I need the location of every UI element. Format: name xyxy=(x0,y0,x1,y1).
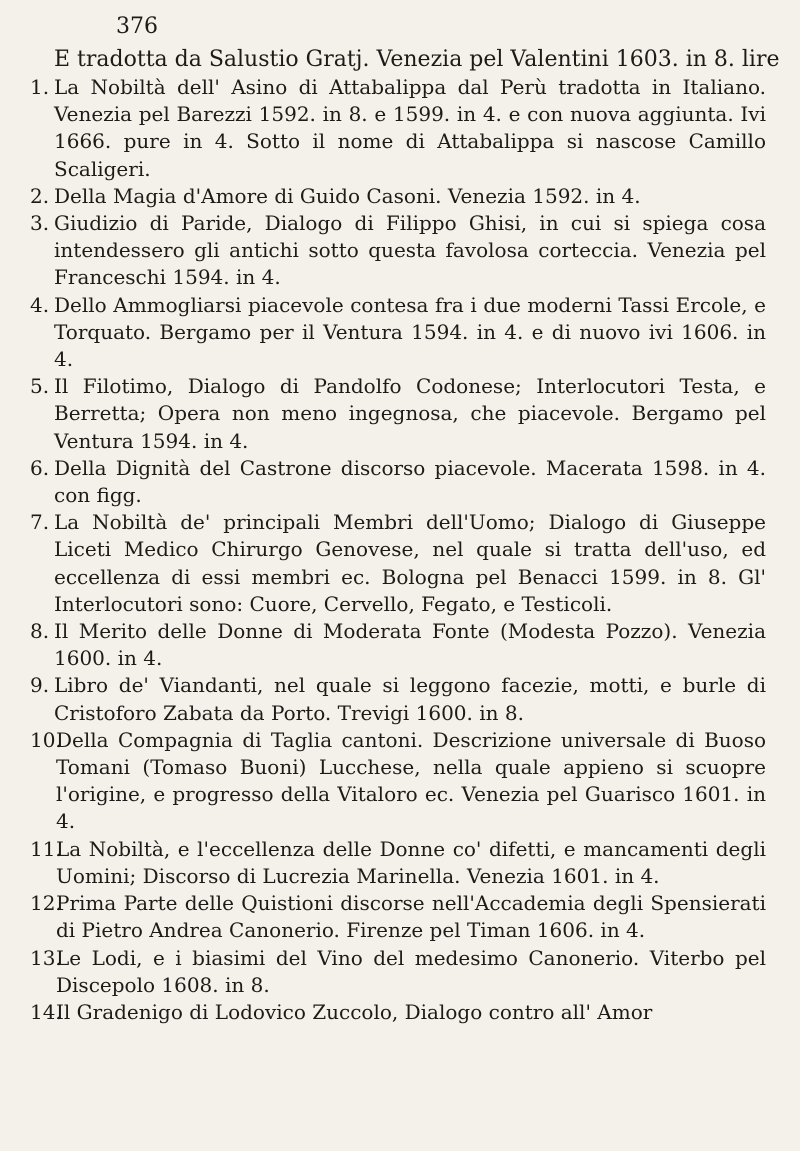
entry-number: 8. xyxy=(30,619,50,644)
page-number: 376 xyxy=(116,14,158,39)
entry-number: 13. xyxy=(30,945,62,970)
bibliography-entry xyxy=(30,890,770,944)
entry-number: 3. xyxy=(30,211,50,236)
bibliography-entry xyxy=(30,836,770,890)
entry-text: Libro de' Viandanti, nel quale si leggono facezie, motti, e burle di Cristoforo Zabata da Porto. Trevigi 1600. in 8. xyxy=(54,673,766,725)
entry-text: Della Compagnia di Taglia cantoni. Descrizione universale di Buoso Tomani (Tomaso Buoni) Lucchese, nella quale appieno si scuopre l'origine, e progresso della Vitaloro ec. Venezia pel Guarisco 1601. in 4. xyxy=(56,727,766,834)
bibliography-entry xyxy=(30,74,770,183)
intro-line: E tradotta da Salustio Gratj. Venezia pel Valentini 1603. in 8. lire xyxy=(54,47,780,72)
entry-number: 2. xyxy=(30,183,50,208)
entry-text: Prima Parte delle Quistioni discorse nell'Accademia degli Spensierati di Pietro Andrea Canonerio. Firenze pel Timan 1606. in 4. xyxy=(56,891,766,943)
entry-number: 1. xyxy=(30,75,50,99)
bibliography-entry xyxy=(30,672,770,726)
entry-text: Le Lodi, e i biasimi del Vino del medesimo Canonerio. Viterbo pel Discepolo 1608. in 8. xyxy=(56,945,766,997)
entry-text: Della Dignità del Castrone discorso piacevole. Macerata 1598. in 4. con figg. xyxy=(54,455,766,508)
bibliography-entry xyxy=(30,210,770,292)
entry-number: 4. xyxy=(30,292,50,317)
bibliography-list xyxy=(30,74,770,1026)
bibliography-entry xyxy=(30,455,770,509)
entry-text: Il Filotimo, Dialogo di Pandolfo Codonese; Interlocutori Testa, e Berretta; Opera non meno ingegnosa, che piacevole. Bergamo pel Ventura 1594. in 4. xyxy=(54,374,766,453)
entry-number: 10. xyxy=(30,727,62,752)
entry-number: 7. xyxy=(30,510,50,535)
entry-number: 11. xyxy=(30,836,62,861)
entry-text: Il Merito delle Donne di Moderata Fonte (Modesta Pozzo). Venezia 1600. in 4. xyxy=(54,619,766,671)
entry-text: La Nobiltà dell' Asino di Attabalippa dal Perù tradotta in Italiano. Venezia pel Barezzi 1592. in 8. e 1599. in 4. e con nuova aggiunta. Ivi 1666. pure in 4. Sotto il nome di Attabalippa si nascose Camillo Scaligeri. xyxy=(54,75,766,181)
entry-number: 14. xyxy=(30,999,62,1024)
entry-text: Il Gradenigo di Lodovico Zuccolo, Dialogo contro all' Amor xyxy=(56,999,653,1024)
bibliography-entry xyxy=(30,727,770,836)
bibliography-entry xyxy=(30,292,770,374)
bibliography-entry xyxy=(30,618,770,672)
entry-number: 6. xyxy=(30,455,50,480)
bibliography-entry xyxy=(30,509,770,618)
entry-text: Giudizio di Paride, Dialogo di Filippo Ghisi, in cui si spiega cosa intendessero gli antichi sotto questa favolosa corteccia. Venezia pel Franceschi 1594. in 4. xyxy=(54,211,766,290)
entry-text: Della Magia d'Amore di Guido Casoni. Venezia 1592. in 4. xyxy=(54,183,641,208)
entry-number: 9. xyxy=(30,673,50,698)
bibliography-entry xyxy=(30,945,770,999)
entry-text: Dello Ammogliarsi piacevole contesa fra i due moderni Tassi Ercole, e Torquato. Bergamo per il Ventura 1594. in 4. e di nuovo ivi 1606. in 4. xyxy=(54,292,766,372)
bibliography-entry xyxy=(30,183,770,210)
entry-number: 5. xyxy=(30,374,50,399)
entry-text: La Nobiltà, e l'eccellenza delle Donne co' difetti, e mancamenti degli Uomini; Discorso di Lucrezia Marinella. Venezia 1601. in 4. xyxy=(56,836,766,888)
bibliography-entry xyxy=(30,999,770,1026)
entry-number: 12. xyxy=(30,891,62,916)
entry-text: La Nobiltà de' principali Membri dell'Uomo; Dialogo di Giuseppe Liceti Medico Chirurgo Genovese, nel quale si tratta dell'uso, ed eccellenza di essi membri ec. Bologna pel Benacci 1599. in 8. Gl' Interlocutori sono: Cuore, Cervello, Fegato, e Testicoli. xyxy=(54,510,766,616)
bibliography-entry xyxy=(30,373,770,455)
